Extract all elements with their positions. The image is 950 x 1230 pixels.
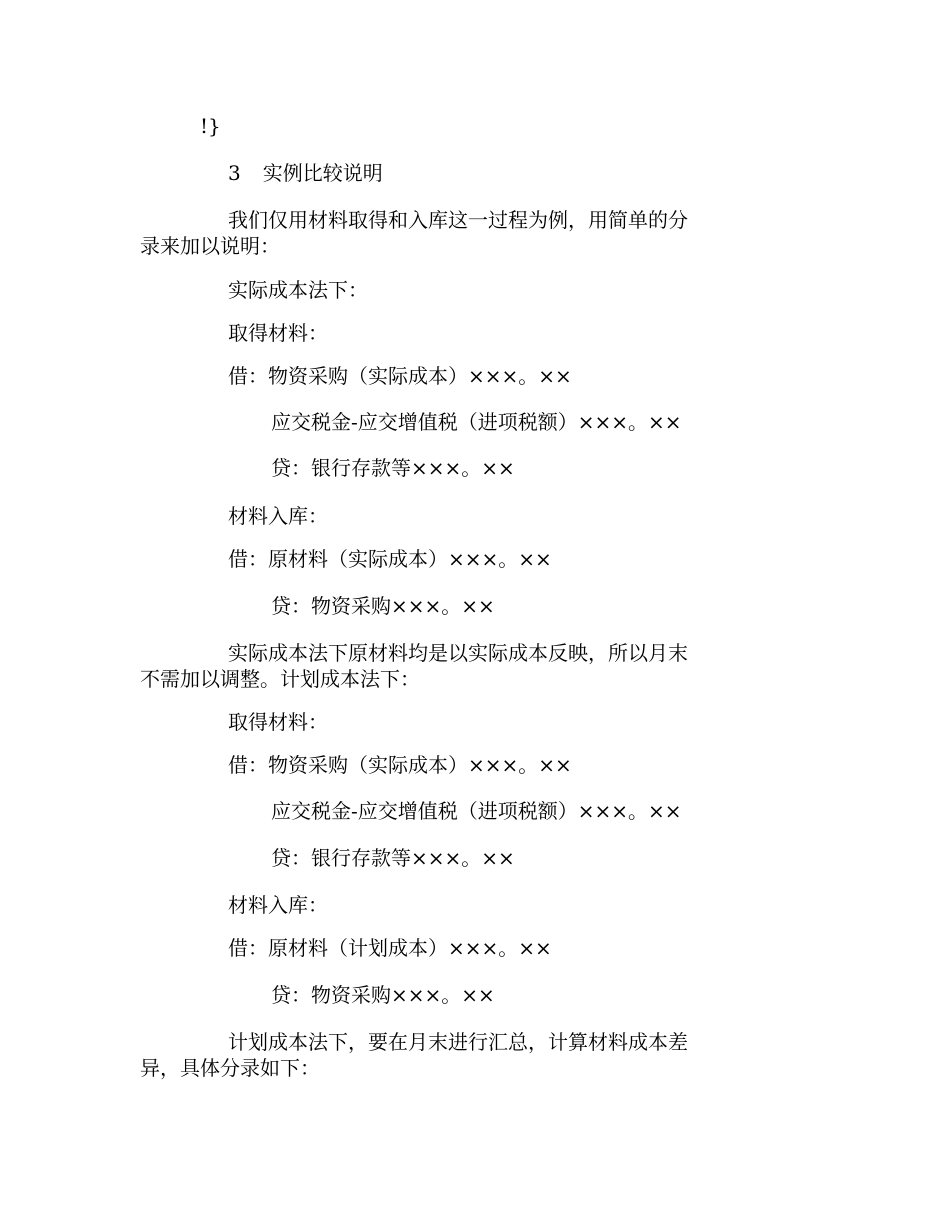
actual-store-debit: 借：原材料（实际成本）×××。×× [228, 547, 552, 571]
actual-acquire-tax: 应交税金-应交增值税（进项税额）×××。×× [271, 410, 682, 434]
section-title: 实例比较说明 [262, 161, 383, 185]
planned-store-title: 材料入库： [228, 893, 328, 917]
actual-acquire-credit: 贷：银行存款等×××。×× [271, 456, 515, 480]
actual-acquire-debit: 借：物资采购（实际成本）×××。×× [228, 364, 572, 388]
planned-acquire-tax: 应交税金-应交增值税（进项税额）×××。×× [271, 799, 682, 823]
actual-store-credit: 贷：物资采购×××。×× [271, 594, 495, 618]
actual-store-title: 材料入库： [228, 504, 328, 528]
planned-acquire-credit: 贷：银行存款等×××。×× [271, 846, 515, 870]
actual-acquire-title: 取得材料： [228, 321, 328, 345]
closing-paragraph-line-2: 异，具体分录如下： [140, 1056, 320, 1080]
actual-cost-title: 实际成本法下： [228, 278, 368, 302]
middle-paragraph-line-1: 实际成本法下原材料均是以实际成本反映，所以月末 [228, 641, 688, 665]
section-heading [228, 161, 383, 185]
planned-acquire-title: 取得材料： [228, 710, 328, 734]
middle-paragraph-line-2: 不需加以调整。计划成本法下： [140, 667, 420, 691]
planned-acquire-debit: 借：物资采购（实际成本）×××。×× [228, 753, 572, 777]
planned-store-debit: 借：原材料（计划成本）×××。×× [228, 936, 552, 960]
section-number: 3 [228, 161, 241, 185]
top-mark: !} [200, 114, 221, 138]
intro-paragraph-line-2: 录来加以说明： [140, 234, 280, 258]
closing-paragraph-line-1: 计划成本法下，要在月末进行汇总，计算材料成本差 [228, 1030, 688, 1054]
planned-store-credit: 贷：物资采购×××。×× [271, 983, 495, 1007]
intro-paragraph-line-1: 我们仅用材料取得和入库这一过程为例，用简单的分 [228, 208, 688, 232]
